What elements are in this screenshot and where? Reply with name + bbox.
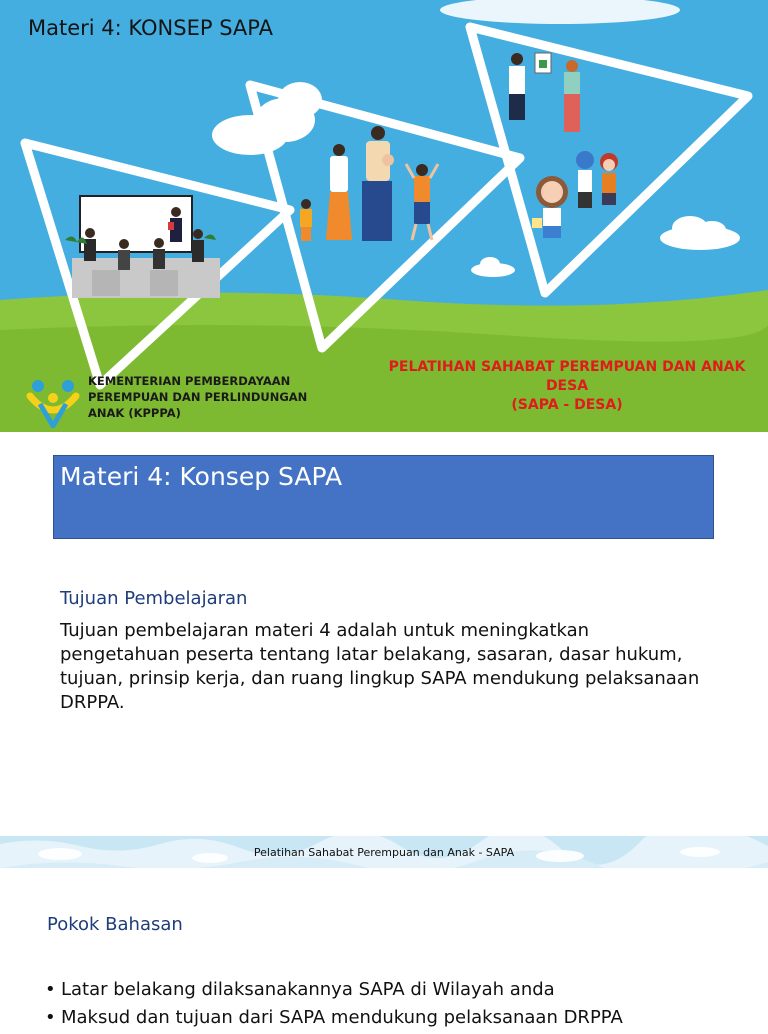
- learning-objectives-slide: [0, 432, 768, 868]
- section-subheading: Pokok Bahasan: [47, 914, 183, 935]
- slide-title-box: [53, 455, 714, 539]
- ministry-line: PEREMPUAN DAN PERLINDUNGAN: [88, 390, 308, 404]
- paragraph-line: DRPPA.: [60, 692, 125, 713]
- list-item: • Maksud dan tujuan dari SAPA mendukung pelaksanaan DRPPA: [45, 1006, 623, 1030]
- ministry-line: KEMENTERIAN PEMBERDAYAAN: [88, 374, 291, 388]
- topic-list: [45, 978, 623, 1034]
- footer-text: Pelatihan Sahabat Perempuan dan Anak - SAPA: [253, 846, 515, 859]
- topics-slide: [0, 868, 768, 1028]
- paragraph-line: pengetahuan peserta tentang latar belakang, sasaran, dasar hukum,: [60, 644, 683, 665]
- paragraph-line: tujuan, prinsip kerja, dan ruang lingkup SAPA mendukung pelaksanaan: [60, 668, 700, 689]
- list-item: • Latar belakang dilaksanakannya SAPA di Wilayah anda: [45, 978, 623, 1002]
- training-title: [372, 358, 762, 415]
- cover-title: Materi 4: KONSEP SAPA: [28, 16, 273, 40]
- ministry-line: ANAK (KPPPA): [88, 406, 181, 420]
- training-line: PELATIHAN SAHABAT PEREMPUAN DAN ANAK: [388, 359, 746, 375]
- objective-paragraph: [60, 619, 710, 715]
- slide-title: Materi 4: Konsep SAPA: [60, 462, 343, 491]
- section-subheading: Tujuan Pembelajaran: [60, 588, 248, 609]
- footer-band: [0, 836, 768, 868]
- paragraph-line: Tujuan pembelajaran materi 4 adalah untuk meningkatkan: [60, 620, 590, 641]
- training-line: DESA: [545, 378, 589, 394]
- training-line: (SAPA - DESA): [511, 397, 623, 413]
- ministry-name: [88, 373, 328, 421]
- kpppa-logo-icon: [26, 376, 80, 428]
- cover-slide: [0, 0, 768, 432]
